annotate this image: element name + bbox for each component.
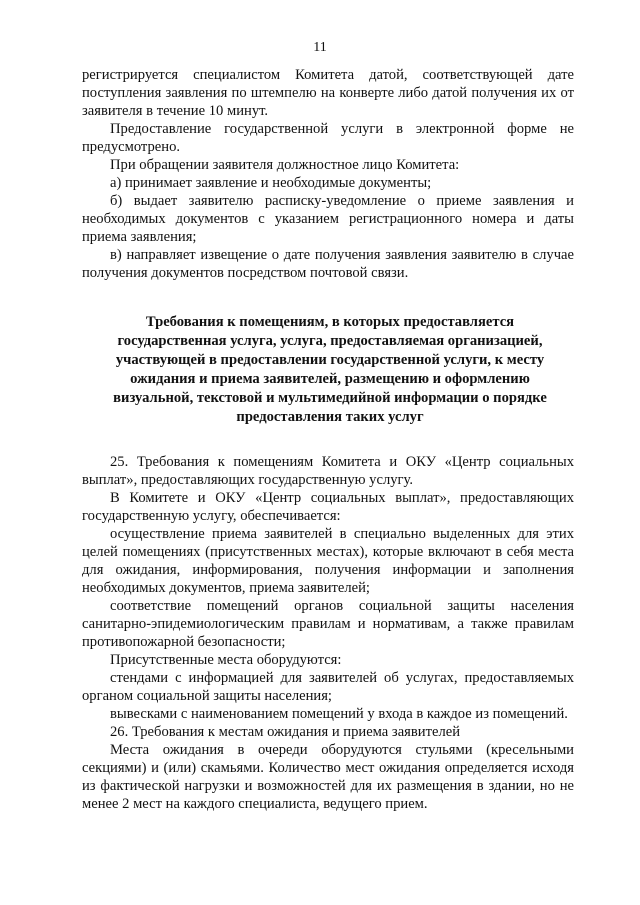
list-item: в) направляет извещение о дате получения заявления заявителю в случае получения документов посредством почтовой связи.	[82, 247, 574, 281]
requirements-block	[82, 453, 574, 813]
paragraph: При обращении заявителя должностное лицо Комитета:	[110, 157, 460, 173]
paragraph: Места ожидания в очереди оборудуются стульями (кресельными секциями) и (или) скамьями. Количество мест ожидания определяется исходя из фактической нагрузки и возможностей для их размещения в здании, но не менее 2 мест на каждого специалиста, ведущего прием.	[82, 742, 574, 812]
paragraph: соответствие помещений органов социальной защиты населения санитарно-эпидемиологическим правилам и нормативам, а также правилам противопожарной безопасности;	[82, 598, 574, 650]
paragraph: регистрируется специалистом Комитета датой, соответствующей дате поступления заявления по штемпелю на конверте либо датой получения их от заявителя в течение 10 минут.	[82, 67, 574, 119]
paragraph: Присутственные места оборудуются:	[110, 652, 342, 668]
intro-block	[82, 66, 574, 282]
paragraph: В Комитете и ОКУ «Центр социальных выплат», предоставляющих государственную услугу, обеспечивается:	[82, 490, 574, 524]
paragraph: вывесками с наименованием помещений у входа в каждое из помещений.	[110, 706, 568, 722]
list-item: а) принимает заявление и необходимые документы;	[110, 175, 432, 191]
paragraph: 25. Требования к помещениям Комитета и ОКУ «Центр социальных выплат», предоставляющих государственную услугу.	[82, 454, 574, 488]
paragraph: стендами с информацией для заявителей об услугах, предоставляемых органом социальной защиты населения;	[82, 670, 574, 704]
paragraph: осуществление приема заявителей в специально выделенных для этих целей помещениях (присутственных местах), которые включают в себя места для ожидания, информирования, получения информации и заполнения необходимых документов, приема заявителей;	[82, 526, 574, 596]
paragraph: 26. Требования к местам ожидания и приема заявителей	[110, 724, 461, 740]
page-number: 11	[313, 40, 327, 55]
list-item: б) выдает заявителю расписку-уведомление о приеме заявления и необходимых документов с указанием регистрационного номера и даты приема заявления;	[82, 193, 574, 245]
paragraph: Предоставление государственной услуги в электронной форме не предусмотрено.	[82, 121, 574, 155]
section-heading: Требования к помещениям, в которых предоставляется государственная услуга, услуга, предоставляемая организацией, участвующей в предоставлении государственной услуги, к месту ожидания и приема заявителей, размещению и оформлению визуальной, текстовой и мультимедийной информации о порядке предоставления таких услуг	[113, 314, 547, 425]
